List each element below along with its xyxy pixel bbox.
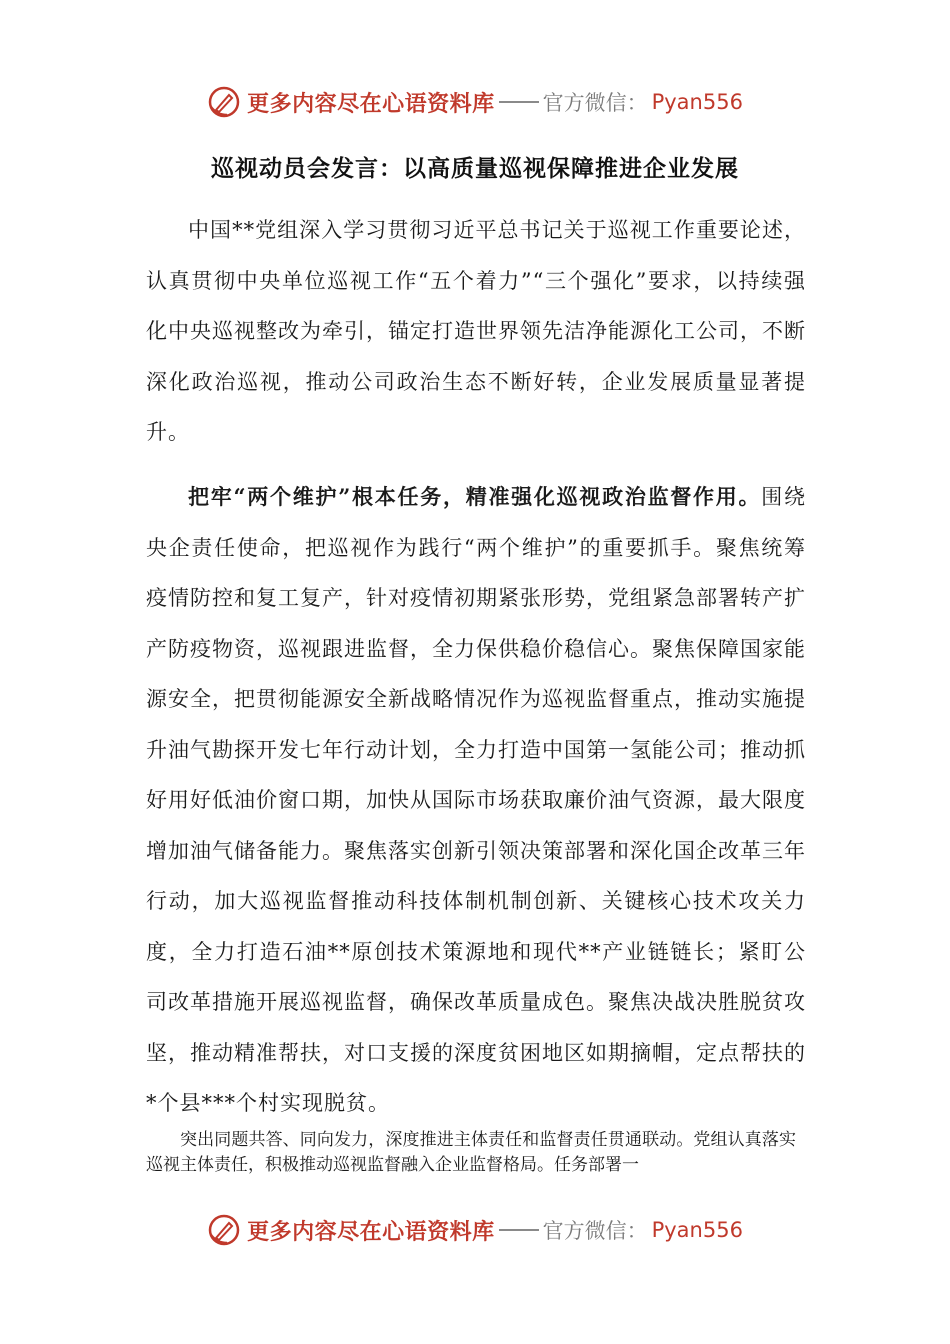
pen-logo-icon bbox=[207, 1213, 241, 1247]
pen-logo-icon bbox=[207, 85, 241, 119]
footer-dash-divider bbox=[499, 1229, 539, 1231]
document-title: 巡视动员会发言：以高质量巡视保障推进企业发展 bbox=[211, 155, 739, 182]
header-wechat-label: 官方微信： bbox=[542, 91, 648, 115]
footer-wechat-id: Pyan556 bbox=[651, 1218, 743, 1242]
footer-brand-text: 更多内容尽在心语资料库 bbox=[247, 1218, 495, 1245]
paragraph-two-body: 围绕央企责任使命，把巡视作为践行“两个维护”的重要抓手。聚焦统筹疫情防控和复工复产，针对疫情初期紧张形势，党组紧急部署转产扩产防疫物资，巡视跟进监督，全力保供稳价稳信心。聚焦保障国家能源安全，把贯彻能源安全新战略情况作为巡视监督重点，推动实施提升油气勘探开发七年行动计划，全力打造中国第一氢能公司；推动抓好用好低油价窗口期，加快从国际市场获取廉价油气资源，最大限度增加油气储备能力。聚焦落实创新引领决策部署和深化国企改革三年行动，加大巡视监督推动科技体制机制创新、关键核心技术攻关力度，全力打造石油**原创技术策源地和现代**产业链链长；紧盯公司改革措施开展巡视监督，确保改革质量成色。聚焦决战决胜脱贫攻坚，推动精准帮扶，对口支援的深度贫困地区如期摘帽，定点帮扶的*个县***个村实现脱贫。 bbox=[146, 485, 807, 1115]
paragraph-intro: 中国**党组深入学习贯彻习近平总书记关于巡视工作重要论述，认真贯彻中央单位巡视工作“五个着力”“三个强化”要求，以持续强化中央巡视整改为牵引，锚定打造世界领先洁净能源化工公司，不断深化政治巡视，推动公司政治生态不断好转，企业发展质量显著提升。 bbox=[146, 218, 806, 444]
paragraph-two-maintenance bbox=[146, 472, 806, 1129]
paragraph-three: 突出同题共答、同向发力，深度推进主体责任和监督责任贯通联动。党组认真落实巡视主体责任，积极推动巡视监督融入企业监督格局。任务部署一 bbox=[146, 1130, 796, 1175]
header-dash-divider bbox=[499, 101, 539, 103]
footer-wechat-label: 官方微信： bbox=[542, 1219, 648, 1243]
paragraph-two-lead: 把牢“两个维护”根本任务，精准强化巡视政治监督作用。 bbox=[188, 484, 762, 509]
footer-banner bbox=[0, 1208, 950, 1252]
header-banner bbox=[0, 80, 950, 124]
header-brand-text: 更多内容尽在心语资料库 bbox=[247, 90, 495, 117]
header-wechat-id: Pyan556 bbox=[651, 90, 743, 114]
